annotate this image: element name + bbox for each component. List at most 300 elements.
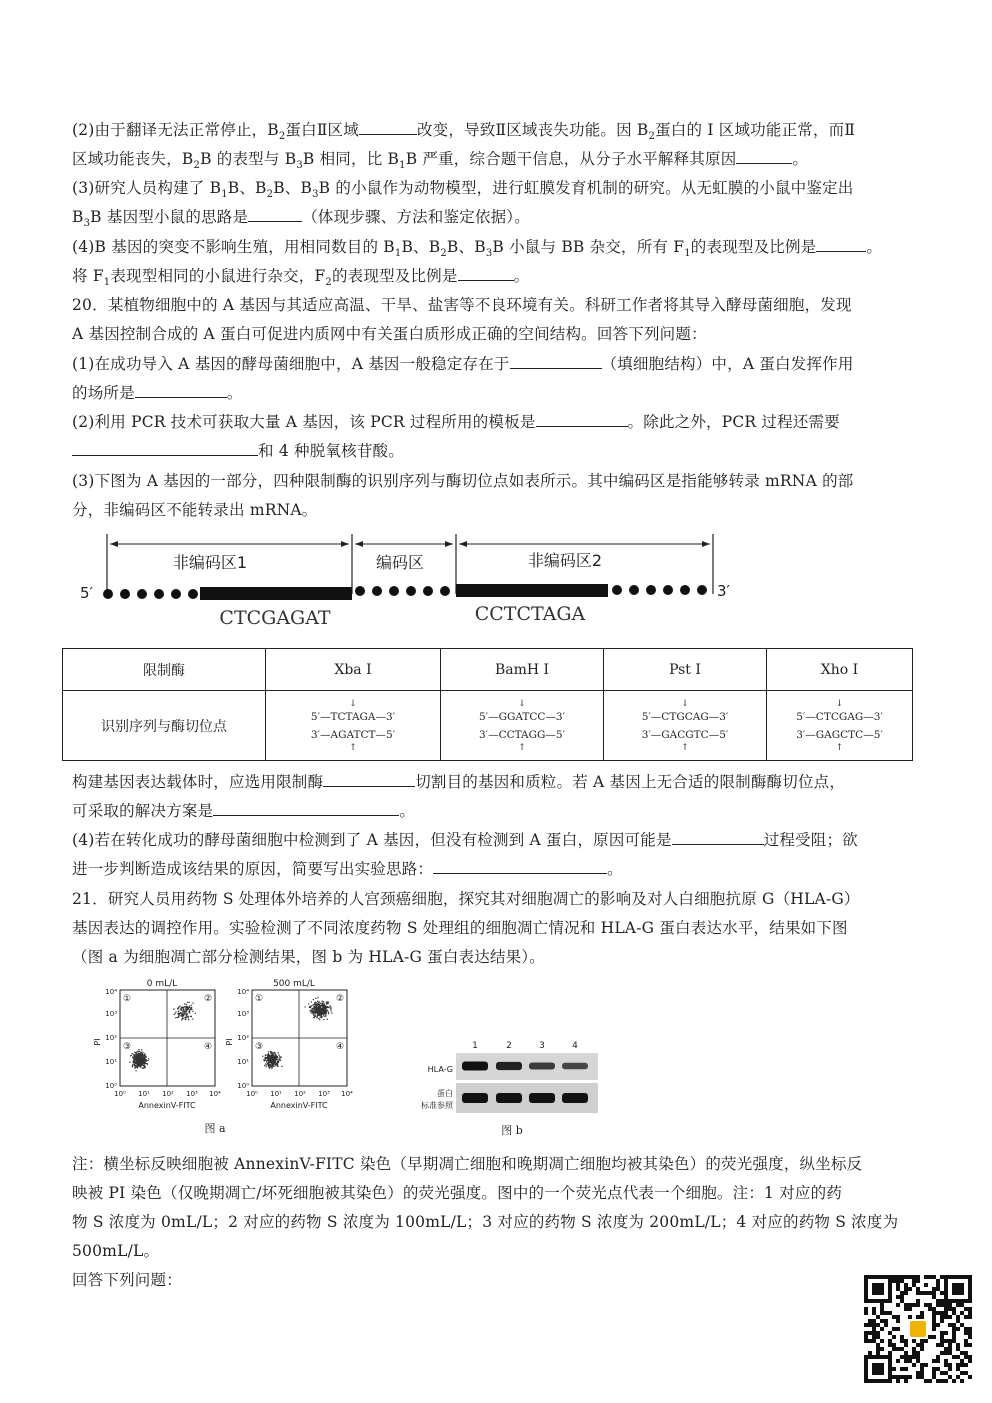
scatter-point <box>310 1010 311 1011</box>
q19-part2-line2: 区域功能丧失，$B_2B$ 的表型与 $B_3B$ 相同，比 $B_1B$ 严重，综合题干信息，从分子水平解释其原因 。 <box>72 145 912 181</box>
qr-module <box>880 1275 884 1279</box>
scatter-point <box>278 1054 279 1055</box>
scatter-point <box>178 1015 179 1016</box>
scatter-point <box>322 1000 323 1001</box>
scatter-point <box>270 1052 271 1053</box>
scatter-point <box>269 1058 270 1059</box>
scatter-point <box>192 1011 193 1012</box>
scatter-point <box>268 1056 269 1057</box>
scatter-point <box>181 1014 182 1015</box>
qr-module <box>936 1367 940 1371</box>
qr-module <box>916 1287 920 1291</box>
qr-module <box>908 1355 912 1359</box>
qr-module <box>900 1279 904 1283</box>
scatter-point <box>321 1016 322 1017</box>
scatter-point <box>266 1064 267 1065</box>
qr-module <box>892 1279 896 1283</box>
answer-blank[interactable] <box>536 409 628 427</box>
qr-module <box>956 1299 960 1303</box>
qr-module <box>896 1295 900 1299</box>
region-noncoding-2: 非编码区2 <box>527 551 603 570</box>
scatter-point <box>187 1016 188 1017</box>
qr-module <box>888 1343 892 1347</box>
scatter-point <box>276 1065 277 1066</box>
qr-module <box>964 1299 968 1303</box>
scatter-point <box>322 1007 323 1008</box>
qr-module <box>876 1379 880 1383</box>
qr-module <box>880 1291 884 1295</box>
qr-module <box>912 1275 916 1279</box>
scatter-point <box>318 1018 319 1019</box>
scatter-point <box>191 1005 192 1006</box>
scatter-point <box>188 1002 189 1003</box>
qr-module <box>924 1303 928 1307</box>
qr-module <box>888 1339 892 1343</box>
qr-module <box>884 1275 888 1279</box>
scatter-point <box>142 1052 143 1053</box>
qr-module <box>932 1291 936 1295</box>
scatter-point <box>311 1010 312 1011</box>
scatter-point <box>141 1049 142 1050</box>
qr-module <box>888 1331 892 1335</box>
qr-module <box>912 1339 916 1343</box>
qr-module <box>864 1363 868 1367</box>
quadrant-2-label-b: ② <box>336 994 345 1004</box>
qr-module <box>924 1291 928 1295</box>
scatter-point <box>186 1014 187 1015</box>
qr-module <box>876 1331 880 1335</box>
scatter-point <box>308 1003 309 1004</box>
ytick: 10⁴ <box>105 988 117 996</box>
qr-module <box>948 1375 952 1379</box>
scatter-point <box>132 1064 133 1065</box>
ytick: 10⁰ <box>105 1082 117 1090</box>
scatter-point <box>312 1008 313 1009</box>
qr-module <box>936 1323 940 1327</box>
lane-2-label: 2 <box>506 1041 512 1051</box>
qr-module <box>892 1347 896 1351</box>
qr-module <box>944 1275 948 1279</box>
qr-module <box>896 1283 900 1287</box>
quadrant-1-label-b: ① <box>255 994 264 1004</box>
qr-module <box>960 1283 964 1287</box>
qr-module <box>940 1343 944 1347</box>
answer-blank[interactable] <box>816 234 866 252</box>
scatter-point <box>192 1018 193 1019</box>
qr-module <box>880 1363 884 1367</box>
qr-module <box>900 1295 904 1299</box>
qr-module <box>944 1295 948 1299</box>
qr-module <box>896 1319 900 1323</box>
qr-module <box>948 1299 952 1303</box>
qr-module <box>940 1315 944 1319</box>
scatter-point <box>326 1013 327 1014</box>
q20-intro-line2: A 基因控制合成的 A 蛋白可促进内质网中有关蛋白质形成正确的空间结构。回答下列问题： <box>72 325 707 343</box>
qr-module <box>932 1359 936 1363</box>
scatter-point <box>141 1065 142 1066</box>
scatter-point <box>323 1019 324 1020</box>
qr-module <box>916 1355 920 1359</box>
qr-module <box>880 1371 884 1375</box>
q19-part4-line1: (4)B 基因的突变不影响生殖，用相同数目的 $B_1B$、$B_2B$、$B_3B$ 小鼠与 BB 杂交，所有 $F_1$的表现型及比例是 。 <box>72 233 912 269</box>
y-axis-label: PI <box>93 1038 102 1046</box>
scatter-point <box>173 1008 174 1009</box>
answer-blank[interactable] <box>72 438 258 456</box>
qr-module <box>884 1299 888 1303</box>
qr-module <box>912 1355 916 1359</box>
q20-part1-line2: 的场所是 。 <box>72 379 912 409</box>
ytick: 10¹ <box>237 1058 249 1066</box>
q20-part4-line1: (4)若在转化成功的酵母菌细胞中检测到了 A 基因，但没有检测到 A 蛋白，原因可能是 过程受阻；欲 <box>72 826 912 856</box>
scatter-point <box>324 1016 325 1017</box>
qr-module <box>896 1303 900 1307</box>
q21-intro-line2: 基因表达的调控作用。实验检测了不同浓度药物 S 处理组的细胞凋亡情况和 HLA-G 蛋白表达水平，结果如下图 <box>72 919 848 937</box>
scatter-point <box>134 1060 135 1061</box>
q20-part3-line2: 分，非编码区不能转录出 mRNA。 <box>72 501 318 519</box>
qr-module <box>880 1283 884 1287</box>
scatter-point <box>328 1011 329 1012</box>
qr-module <box>912 1347 916 1351</box>
qr-module <box>932 1295 936 1299</box>
qr-module <box>884 1323 888 1327</box>
answer-blank[interactable] <box>433 856 607 874</box>
qr-module <box>944 1311 948 1315</box>
scatter-point <box>313 1017 314 1018</box>
scatter-point <box>274 1061 275 1062</box>
qr-module <box>964 1351 968 1355</box>
qr-module <box>900 1299 904 1303</box>
qr-module <box>932 1311 936 1315</box>
qr-module <box>940 1303 944 1307</box>
scatter-point <box>278 1052 279 1053</box>
scatter-point <box>328 1007 329 1008</box>
scatter-point <box>323 1013 324 1014</box>
scatter-point <box>274 1066 275 1067</box>
scatter-point <box>317 1001 318 1002</box>
qr-module <box>936 1359 940 1363</box>
qr-module <box>968 1331 972 1335</box>
qr-module <box>880 1327 884 1331</box>
qr-module <box>912 1283 916 1287</box>
qr-module <box>896 1275 900 1279</box>
qr-module <box>872 1283 876 1287</box>
qr-module <box>880 1303 884 1307</box>
ytick: 10² <box>105 1034 117 1042</box>
qr-module <box>912 1279 916 1283</box>
qr-module <box>908 1303 912 1307</box>
qr-module <box>880 1299 884 1303</box>
qr-module <box>944 1379 948 1383</box>
qr-module <box>944 1315 948 1319</box>
quadrant-1-label: ① <box>123 994 132 1004</box>
qr-module <box>864 1375 868 1379</box>
qr-module <box>968 1375 972 1379</box>
scatter-point <box>134 1061 135 1062</box>
site-psti: ↓ 5′—CTGCAG—3′ 3′—GACGTC—5′ ↑ <box>604 691 767 761</box>
scatter-point <box>267 1055 268 1056</box>
qr-module <box>948 1363 952 1367</box>
qr-module <box>948 1343 952 1347</box>
q20-part1-line1: (1)在成功导入 A 基因的酵母菌细胞中，A 基因一般稳定存在于 （填细胞结构）中，A 蛋白发挥作用 <box>72 350 912 380</box>
answer-blank[interactable] <box>736 146 792 164</box>
scatter-point <box>135 1059 136 1060</box>
scatter-point <box>177 1013 178 1014</box>
answer-blank[interactable] <box>213 798 399 816</box>
qr-module <box>932 1367 936 1371</box>
scatter-point <box>316 1010 317 1011</box>
scatter-point <box>314 1007 315 1008</box>
xtick: 10³ <box>186 1090 198 1098</box>
xtick: 10⁰ <box>246 1090 258 1098</box>
region-coding: 编码区 <box>375 553 425 572</box>
scatter-point <box>195 1013 196 1014</box>
qr-module <box>960 1363 964 1367</box>
scatter-point <box>263 1059 264 1060</box>
qr-module <box>872 1363 876 1367</box>
qr-module <box>880 1367 884 1371</box>
qr-module <box>960 1303 964 1307</box>
scatter-point <box>189 1006 190 1007</box>
scatter-point <box>182 1007 183 1008</box>
scatter-point <box>188 1017 189 1018</box>
qr-module <box>872 1367 876 1371</box>
qr-module <box>916 1279 920 1283</box>
qr-module <box>872 1323 876 1327</box>
q20-part3-after-line1: 构建基因表达载体时，应选用限制酶 切割目的基因和质粒。若 A 基因上无合适的限制酶酶切位点， <box>72 768 912 798</box>
qr-module <box>876 1371 880 1375</box>
scatter-point <box>265 1066 266 1067</box>
qr-module <box>876 1299 880 1303</box>
qr-module <box>968 1307 972 1311</box>
scatter-point <box>183 1009 184 1010</box>
xtick: 10¹ <box>138 1090 150 1098</box>
qr-module <box>940 1335 944 1339</box>
qr-module <box>964 1275 968 1279</box>
qr-module <box>932 1335 936 1339</box>
y-axis-label-b: PI <box>225 1038 234 1046</box>
scatter-point <box>265 1060 266 1061</box>
qr-module <box>900 1375 904 1379</box>
scatter-point <box>134 1052 135 1053</box>
site-xbai: ↓ 5′—TCTAGA—3′ 3′—AGATCT—5′ ↑ <box>266 691 441 761</box>
reference-label-2: 标准参照 <box>421 1101 453 1110</box>
xtick: 10⁴ <box>341 1090 353 1098</box>
qr-module <box>940 1275 944 1279</box>
qr-module <box>864 1291 868 1295</box>
enzyme-name-psti: Pst I <box>604 649 767 691</box>
scatter-point <box>318 1007 319 1008</box>
scatter-point <box>267 1060 268 1061</box>
qr-module <box>872 1355 876 1359</box>
qr-module <box>932 1375 936 1379</box>
answer-blank[interactable] <box>458 263 514 281</box>
scatter-point <box>189 1009 190 1010</box>
scatter-point <box>179 1006 180 1007</box>
qr-module <box>960 1323 964 1327</box>
scatter-point <box>182 1018 183 1019</box>
scatter-point <box>268 1053 269 1054</box>
scatter-point <box>320 1017 321 1018</box>
qr-module <box>964 1371 968 1375</box>
qr-module <box>936 1283 940 1287</box>
scatter-point <box>313 1013 314 1014</box>
qr-module <box>916 1371 920 1375</box>
five-prime-label: 5′ <box>80 584 93 602</box>
qr-module <box>904 1307 908 1311</box>
scatter-point <box>148 1058 149 1059</box>
scatter-point <box>273 1056 274 1057</box>
scatter-point <box>137 1063 138 1064</box>
qr-module <box>916 1375 920 1379</box>
qr-module <box>876 1355 880 1359</box>
scatter-point <box>264 1065 265 1066</box>
quadrant-3-label-b: ③ <box>255 1042 264 1052</box>
answer-blank[interactable] <box>248 204 302 222</box>
qr-module <box>880 1319 884 1323</box>
scatter-point <box>317 1003 318 1004</box>
qr-module <box>916 1299 920 1303</box>
qr-module <box>940 1299 944 1303</box>
scatter-point <box>132 1053 133 1054</box>
qr-module <box>892 1367 896 1371</box>
qr-module <box>864 1335 868 1339</box>
hla-g-band <box>496 1062 522 1070</box>
gene-diagram <box>0 528 992 638</box>
scatter-point <box>319 1001 320 1002</box>
qr-module <box>968 1287 972 1291</box>
qr-module <box>960 1351 964 1355</box>
qr-module <box>952 1327 956 1331</box>
qr-module <box>968 1355 972 1359</box>
qr-module <box>968 1295 972 1299</box>
table-row-label: 识别序列与酶切位点 <box>63 691 266 761</box>
qr-module <box>876 1275 880 1279</box>
qr-module <box>948 1347 952 1351</box>
qr-module <box>952 1323 956 1327</box>
qr-module <box>896 1315 900 1319</box>
qr-module <box>944 1331 948 1335</box>
qr-module <box>900 1339 904 1343</box>
scatter-point <box>274 1057 275 1058</box>
qr-module <box>956 1355 960 1359</box>
q20-part2-line1: (2)利用 PCR 技术可获取大量 A 基因，该 PCR 过程所用的模板是 。除此之外，PCR 过程还需要 <box>72 408 912 438</box>
qr-module <box>968 1279 972 1283</box>
qr-module <box>904 1339 908 1343</box>
qr-module <box>960 1275 964 1279</box>
q20-part2-line2: 和 4 种脱氧核苷酸。 <box>72 437 912 467</box>
answer-blank[interactable] <box>510 351 602 369</box>
scatter-point <box>324 1008 325 1009</box>
answer-blank[interactable] <box>672 827 764 845</box>
qr-module <box>908 1359 912 1363</box>
qr-module <box>944 1279 948 1283</box>
scatter-point <box>314 1004 315 1005</box>
scatter-point <box>180 1008 181 1009</box>
scatter-point <box>184 1017 185 1018</box>
qr-module <box>880 1307 884 1311</box>
qr-module <box>864 1371 868 1375</box>
qr-module <box>920 1363 924 1367</box>
qr-module <box>888 1291 892 1295</box>
qr-module <box>908 1275 912 1279</box>
scatter-point <box>324 1004 325 1005</box>
qr-module <box>960 1359 964 1363</box>
qr-module <box>948 1367 952 1371</box>
hla-g-band <box>462 1062 488 1071</box>
qr-module <box>876 1351 880 1355</box>
qr-module <box>876 1363 880 1367</box>
figure-b-western-blot <box>408 1037 618 1142</box>
scatter-point <box>143 1057 144 1058</box>
scatter-point <box>271 1051 272 1052</box>
ytick: 10² <box>237 1034 249 1042</box>
qr-module <box>904 1343 908 1347</box>
q20-part4-line2: 进一步判断造成该结果的原因，简要写出实验思路： 。 <box>72 855 912 885</box>
scatter-point <box>186 1007 187 1008</box>
scatter-point <box>147 1060 148 1061</box>
qr-module <box>920 1367 924 1371</box>
q19-part2-line1: (2)由于翻译无法正常停止，$B_2$蛋白Ⅱ区域 改变，导致Ⅱ区域丧失功能。因 $B_2$蛋白的 I 区域功能正常，而Ⅱ <box>72 116 912 152</box>
qr-module <box>880 1339 884 1343</box>
scatter-point <box>134 1064 135 1065</box>
qr-module <box>940 1339 944 1343</box>
qr-module <box>928 1275 932 1279</box>
qr-module <box>952 1275 956 1279</box>
panel1-title: 0 mL/L <box>146 979 178 989</box>
region-noncoding-1: 非编码区1 <box>172 553 248 572</box>
scatter-point <box>178 1007 179 1008</box>
qr-module <box>964 1307 968 1311</box>
scatter-point <box>262 1056 263 1057</box>
qr-module <box>936 1355 940 1359</box>
scatter-point <box>326 1006 327 1007</box>
qr-module <box>888 1375 892 1379</box>
scatter-point <box>188 1019 189 1020</box>
qr-module <box>900 1291 904 1295</box>
qr-module <box>920 1315 924 1319</box>
scatter-point <box>137 1051 138 1052</box>
qr-module <box>888 1295 892 1299</box>
qr-module <box>936 1303 940 1307</box>
qr-module <box>968 1335 972 1339</box>
scatter-point <box>328 1013 329 1014</box>
scatter-point <box>139 1064 140 1065</box>
answer-blank[interactable] <box>323 769 415 787</box>
qr-module <box>888 1299 892 1303</box>
qr-module <box>964 1363 968 1367</box>
scatter-point <box>272 1053 273 1054</box>
scatter-point <box>145 1063 146 1064</box>
qr-module <box>916 1303 920 1307</box>
qr-module <box>920 1343 924 1347</box>
scatter-point <box>190 1016 191 1017</box>
scatter-point <box>330 1010 331 1011</box>
qr-module <box>968 1315 972 1319</box>
scatter-point <box>268 1066 269 1067</box>
qr-module <box>968 1275 972 1279</box>
qr-module <box>900 1367 904 1371</box>
qr-module <box>964 1343 968 1347</box>
answer-blank[interactable] <box>135 380 227 398</box>
qr-module <box>956 1327 960 1331</box>
xtick: 10⁰ <box>114 1090 126 1098</box>
qr-module <box>888 1283 892 1287</box>
scatter-point <box>327 1003 328 1004</box>
scatter-point <box>331 1007 332 1008</box>
scatter-point <box>279 1058 280 1059</box>
answer-blank[interactable] <box>359 117 417 135</box>
scatter-point <box>186 1016 187 1017</box>
